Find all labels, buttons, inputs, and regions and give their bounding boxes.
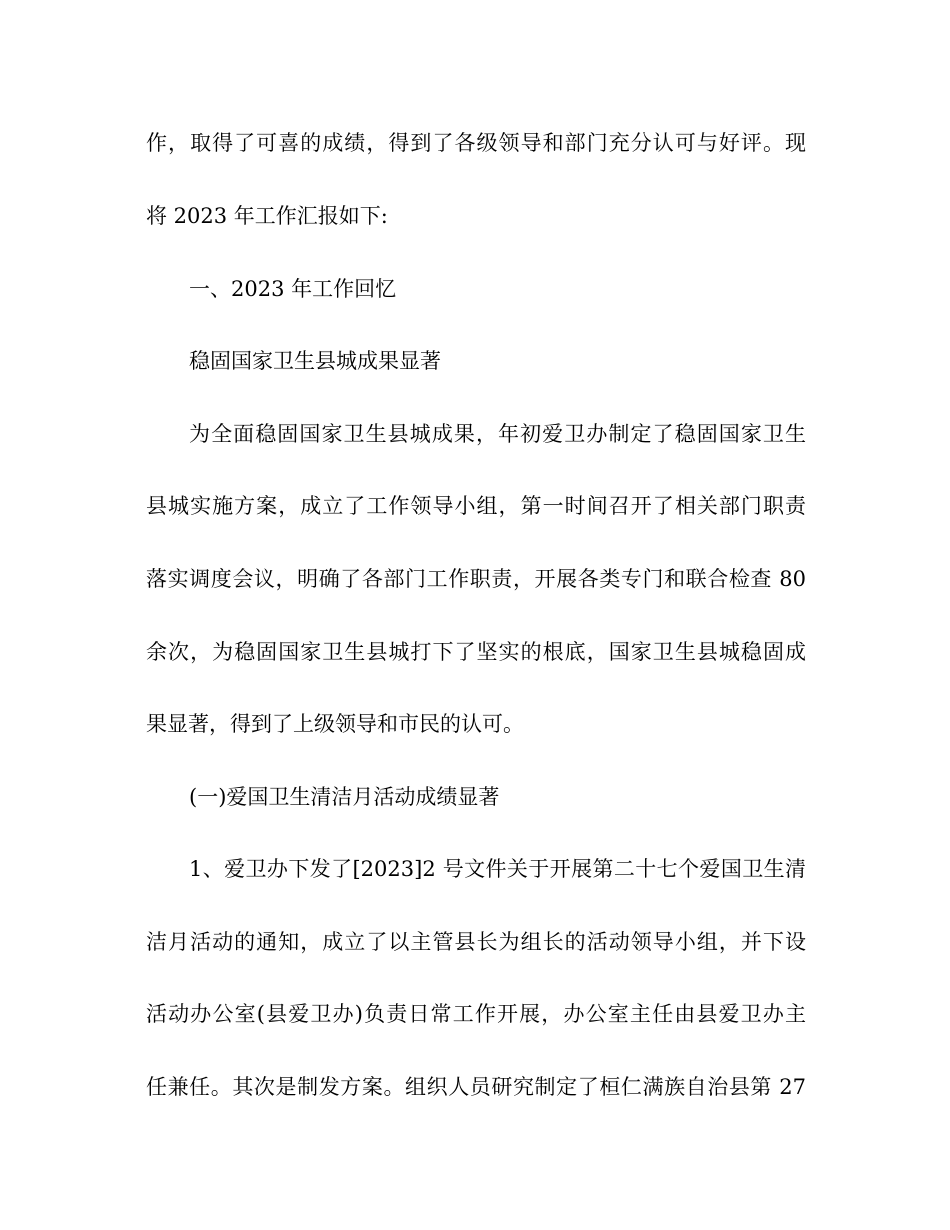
- paragraph-line: 1、爱卫办下发了[2023]2 号文件关于开展第二十七个爱国卫生清: [189, 857, 806, 881]
- paragraph-line: 果显著，得到了上级领导和市民的认可。: [146, 712, 524, 736]
- paragraph-line: 洁月活动的通知，成立了以主管县长为组长的活动领导小组，并下设: [146, 930, 806, 954]
- paragraph-line: 任兼任。其次是制发方案。组织人员研究制定了桓仁满族自治县第 27: [146, 1075, 806, 1099]
- paragraph-line: 落实调度会议，明确了各部门工作职责，开展各类专门和联合检查 80: [146, 567, 806, 591]
- section-heading: 一、2023 年工作回忆: [189, 277, 397, 301]
- subsection-heading: (一)爱国卫生清洁月活动成绩显著: [189, 785, 500, 809]
- paragraph-continuation-line: 将 2023 年工作汇报如下:: [146, 204, 388, 228]
- paragraph-line: 余次，为稳固国家卫生县城打下了坚实的根底，国家卫生县城稳固成: [146, 640, 806, 664]
- paragraph-line: 县城实施方案，成立了工作领导小组，第一时间召开了相关部门职责: [146, 494, 806, 518]
- paragraph-continuation-line: 作，取得了可喜的成绩，得到了各级领导和部门充分认可与好评。现: [146, 131, 806, 155]
- paragraph-line: 活动办公室(县爱卫办)负责日常工作开展，办公室主任由县爱卫办主: [146, 1002, 806, 1026]
- subsection-heading: 稳固国家卫生县城成果显著: [189, 349, 441, 373]
- paragraph-line: 为全面稳固国家卫生县城成果，年初爱卫办制定了稳固国家卫生: [189, 422, 806, 446]
